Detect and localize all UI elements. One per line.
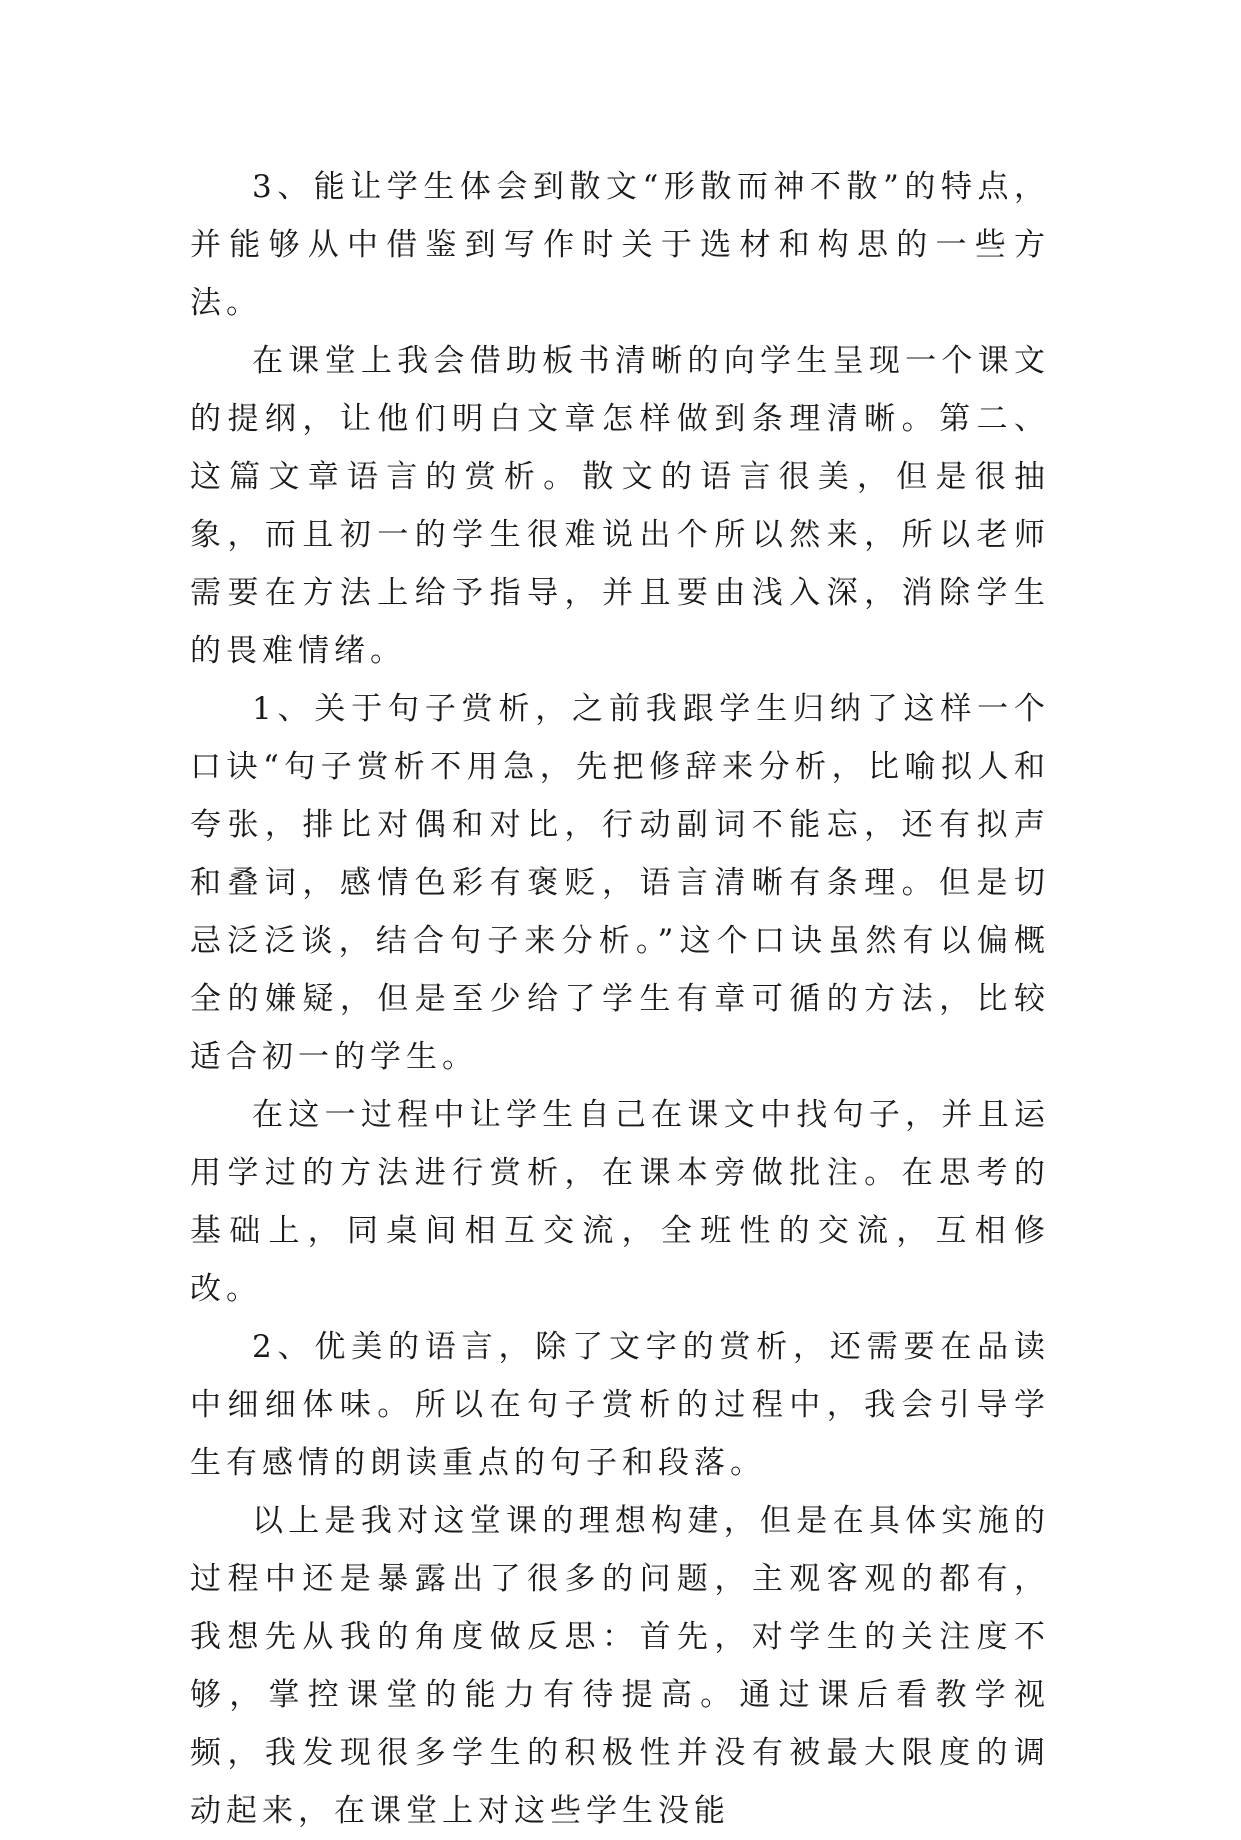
paragraph-student-practice: 在这一过程中让学生自己在课文中找句子，并且运用学过的方法进行赏析，在课本旁做批注。在思考的基础上，同桌间相互交流，全班性的交流，互相修改。: [190, 1097, 1050, 1307]
paragraph-reflection: 以上是我对这堂课的理想构建，但是在具体实施的过程中还是暴露出了很多的问题，主观客观的都有，我想先从我的角度做反思：首先，对学生的关注度不够，掌控课堂的能力有待提高。通过课后看教学视频，我发现很多学生的积极性并没有被最大限度的调动起来，在课堂上对这些学生没能: [190, 1503, 1050, 1829]
paragraph-sentence-analysis: 1、关于句子赏析，之前我跟学生归纳了这样一个口诀“句子赏析不用急，先把修辞来分析，比喻拟人和夸张，排比对偶和对比，行动副词不能忘，还有拟声和叠词，感情色彩有褒贬，语言清晰有条理。但是切忌泛泛谈，结合句子来分析。”这个口诀虽然有以偏概全的嫌疑，但是至少给了学生有章可循的方法，比较适合初一的学生。: [190, 691, 1050, 1075]
paragraph-blackboard-outline: 在课堂上我会借助板书清晰的向学生呈现一个课文的提纲，让他们明白文章怎样做到条理清晰。第二、这篇文章语言的赏析。散文的语言很美，但是很抽象，而且初一的学生很难说出个所以然来，所以老师需要在方法上给予指导，并且要由浅入深，消除学生的畏难情绪。: [190, 343, 1050, 669]
paragraph-goal-3: 3、能让学生体会到散文“形散而神不散”的特点，并能够从中借鉴到写作时关于选材和构思的一些方法。: [190, 169, 1050, 321]
document-body: [190, 158, 1050, 1840]
paragraph-reading-aloud: 2、优美的语言，除了文字的赏析，还需要在品读中细细体味。所以在句子赏析的过程中，我会引导学生有感情的朗读重点的句子和段落。: [190, 1329, 1050, 1481]
